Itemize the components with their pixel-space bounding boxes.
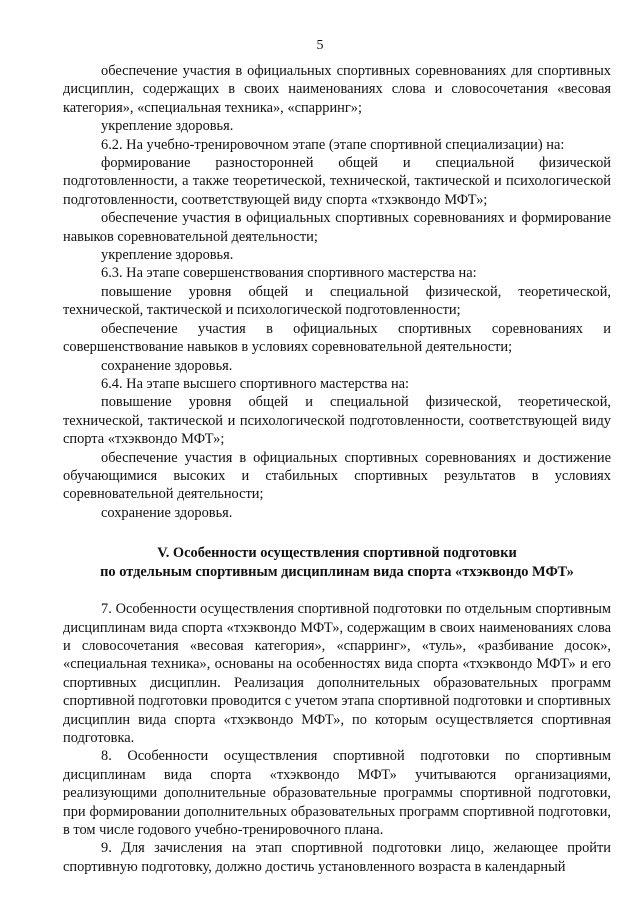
paragraph: повышение уровня общей и специальной физической, теоретической, технической, тактической и психологической подготовленности; <box>63 283 611 319</box>
paragraph: обеспечение участия в официальных спортивных соревнованиях и достижение обучающимися высоких и стабильных спортивных результатов в условиях соревновательной деятельности; <box>63 449 611 503</box>
paragraph: сохранение здоровья. <box>101 357 233 374</box>
paragraph: сохранение здоровья. <box>101 504 233 521</box>
page-number: 5 <box>316 38 324 53</box>
paragraph: обеспечение участия в официальных спортивных соревнованиях для спортивных дисциплин, содержащих в своих наименованиях слова и словосочетания «весовая категория», «специальная техника», «спарринг»; <box>63 63 611 116</box>
paragraph: повышение уровня общей и специальной физической, теоретической, технической, тактической и психологической подготовленности, соответствующей виду спорта «тхэквондо МФТ»; <box>63 394 611 448</box>
paragraph: обеспечение участия в официальных спортивных соревнованиях и совершенствование навыков в условиях соревновательной деятельности; <box>63 320 611 356</box>
paragraph: 8. Особенности осуществления спортивной подготовки по спортивным дисциплинам вида спорта «тхэквондо МФТ» учитываются организациями, реализующими дополнительные образовательные программы спортивной подготовки, при формировании дополнительных образовательных программ спортивной подготовки, в том числе годового учебно-тренировочного плана. <box>63 748 611 839</box>
paragraph: 9. Для зачисления на этап спортивной подготовки лицо, желающее пройти спортивную подготовку, должно достичь установленного возраста в календарный <box>63 840 611 875</box>
paragraph: обеспечение участия в официальных спортивных соревнованиях и формирование навыков соревновательной деятельности; <box>63 210 611 245</box>
section-heading <box>63 544 611 582</box>
paragraph: укрепление здоровья. <box>101 247 234 264</box>
section-heading-line: V. Особенности осуществления спортивной подготовки <box>157 545 517 562</box>
paragraph: укрепление здоровья. <box>101 118 234 135</box>
paragraph: 6.2. На учебно-тренировочном этапе (этапе спортивной специализации) на: <box>101 136 565 153</box>
paragraph: формирование разносторонней общей и специальной физической подготовленности, а также теоретической, технической, тактической и психологической подготовленности, соответствующей виду спорта «тхэквондо МФТ»; <box>63 155 611 208</box>
paragraph: 6.4. На этапе высшего спортивного мастерства на: <box>101 375 410 392</box>
paragraph: 7. Особенности осуществления спортивной подготовки по отдельным спортивным дисциплинам вида спорта «тхэквондо МФТ», содержащим в своих наименованиях слова и словосочетания «весовая категория», «спарринг», «туль», «разбивание досок», «специальная техника», основаны на особенностях вида спорта «тхэквондо МФТ» и его спортивных дисциплин. Реализация дополнительных образовательных программ спортивной подготовки проводится с учетом этапа спортивной подготовки и спортивных дисциплин вида спорта «тхэквондо МФТ», по которым осуществляется спортивная подготовка. <box>63 601 611 746</box>
document-body <box>63 62 611 876</box>
paragraph: 6.3. На этапе совершенствования спортивного мастерства на: <box>101 265 477 282</box>
section-heading-line: по отдельным спортивным дисциплинам вида спорта «тхэквондо МФТ» <box>100 564 574 581</box>
